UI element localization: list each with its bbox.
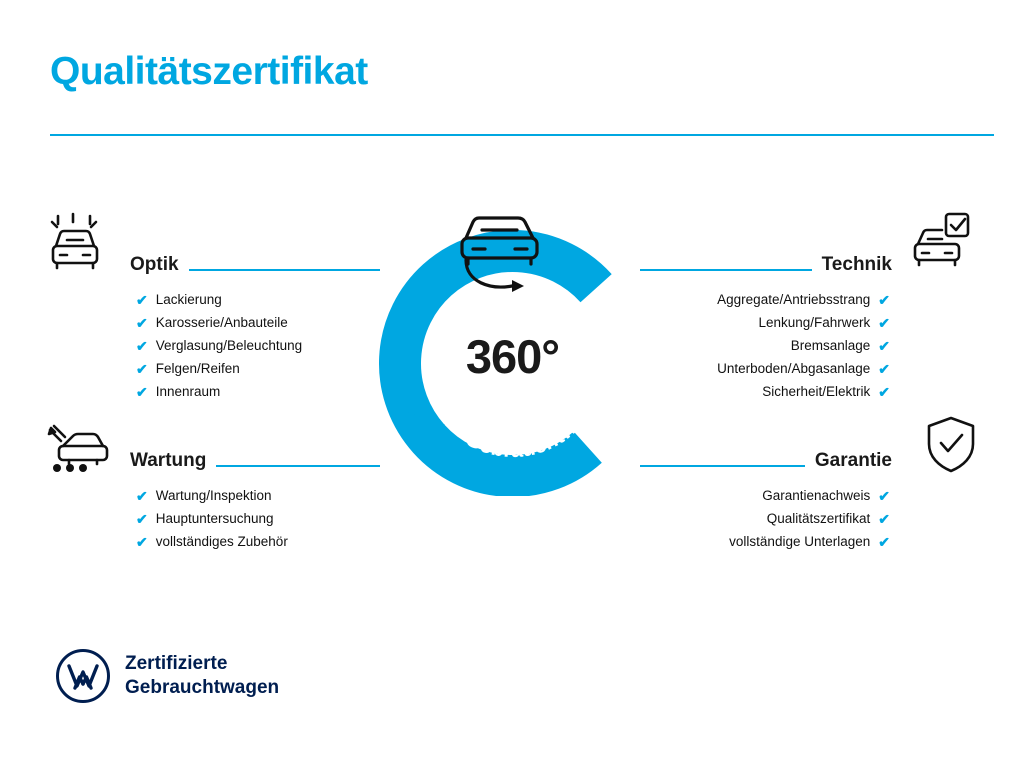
section-divider bbox=[640, 465, 805, 467]
vw-logo-icon bbox=[55, 648, 111, 704]
list-item-label: Verglasung/Beleuchtung bbox=[155, 338, 303, 353]
check-icon: ✔ bbox=[136, 337, 148, 354]
title-divider bbox=[50, 134, 994, 136]
section-header bbox=[640, 428, 892, 472]
list-item bbox=[640, 484, 892, 507]
section-divider bbox=[189, 269, 380, 271]
section-divider bbox=[216, 465, 380, 467]
page-title: Qualitätszertifikat bbox=[50, 50, 368, 93]
section-list-wartung bbox=[130, 484, 380, 553]
check-icon: ✔ bbox=[136, 360, 148, 377]
list-item-label: Hauptuntersuchung bbox=[155, 511, 274, 526]
check-icon: ✔ bbox=[878, 360, 890, 377]
check-icon: ✔ bbox=[878, 487, 890, 504]
list-item-label: Aggregate/Antriebsstrang bbox=[717, 292, 871, 307]
list-item bbox=[640, 311, 892, 334]
list-item-label: Karosserie/Anbauteile bbox=[155, 315, 288, 330]
list-item-label: Sicherheit/Elektrik bbox=[762, 384, 871, 399]
check-icon: ✔ bbox=[136, 487, 148, 504]
list-item-label: Wartung/Inspektion bbox=[155, 488, 272, 503]
section-title-wartung: Wartung bbox=[130, 450, 207, 471]
list-item-label: Lackierung bbox=[155, 292, 222, 307]
check-icon: ✔ bbox=[136, 510, 148, 527]
check-icon: ✔ bbox=[878, 510, 890, 527]
section-header bbox=[640, 232, 892, 276]
list-item bbox=[130, 380, 380, 403]
list-item bbox=[640, 334, 892, 357]
list-item bbox=[130, 357, 380, 380]
list-item-label: Unterboden/Abgasanlage bbox=[717, 361, 871, 376]
list-item-label: vollständiges Zubehör bbox=[155, 534, 288, 549]
center-badge bbox=[375, 196, 650, 496]
list-item-label: Bremsanlage bbox=[790, 338, 871, 353]
svg-text:Gebrauchtwagen-Check: Gebrauchtwagen-Check bbox=[461, 314, 610, 463]
car-lift-icon bbox=[45, 418, 115, 483]
list-item bbox=[130, 507, 380, 530]
section-list-optik bbox=[130, 288, 380, 403]
section-optik bbox=[130, 232, 380, 419]
footer-branding bbox=[55, 648, 279, 704]
section-title-garantie: Garantie bbox=[814, 450, 892, 471]
list-item bbox=[130, 530, 380, 553]
list-item bbox=[130, 334, 380, 357]
shield-check-icon bbox=[925, 415, 977, 480]
section-list-garantie bbox=[640, 484, 892, 553]
logo-text bbox=[125, 652, 279, 700]
list-item-label: Garantienachweis bbox=[762, 488, 871, 503]
check-icon: ✔ bbox=[136, 533, 148, 550]
list-item bbox=[130, 288, 380, 311]
list-item bbox=[130, 484, 380, 507]
list-item bbox=[640, 288, 892, 311]
section-garantie bbox=[640, 428, 892, 569]
check-icon: ✔ bbox=[136, 383, 148, 400]
section-technik bbox=[640, 232, 892, 419]
check-icon: ✔ bbox=[878, 314, 890, 331]
section-title-technik: Technik bbox=[821, 254, 892, 275]
section-header bbox=[130, 232, 380, 276]
car-check-icon bbox=[912, 212, 976, 277]
car-front-sparkle-icon bbox=[48, 212, 114, 279]
logo-line-1: Zertifizierte bbox=[125, 653, 228, 674]
section-list-technik bbox=[640, 288, 892, 403]
check-icon: ✔ bbox=[136, 314, 148, 331]
list-item-label: Qualitätszertifikat bbox=[766, 511, 871, 526]
list-item bbox=[640, 357, 892, 380]
list-item-label: vollständige Unterlagen bbox=[729, 534, 871, 549]
section-header bbox=[130, 428, 380, 472]
section-wartung bbox=[130, 428, 380, 569]
badge-value: 360° bbox=[465, 330, 560, 383]
list-item bbox=[130, 311, 380, 334]
list-item-label: Felgen/Reifen bbox=[155, 361, 240, 376]
logo-line-2: Gebrauchtwagen bbox=[125, 677, 280, 698]
check-icon: ✔ bbox=[878, 533, 890, 550]
section-title-optik: Optik bbox=[130, 254, 179, 275]
list-item-label: Innenraum bbox=[155, 384, 221, 399]
list-item-label: Lenkung/Fahrwerk bbox=[758, 315, 871, 330]
check-icon: ✔ bbox=[136, 291, 148, 308]
list-item bbox=[640, 530, 892, 553]
list-item bbox=[640, 380, 892, 403]
section-divider bbox=[640, 269, 812, 271]
check-icon: ✔ bbox=[878, 337, 890, 354]
check-icon: ✔ bbox=[878, 383, 890, 400]
check-icon: ✔ bbox=[878, 291, 890, 308]
list-item bbox=[640, 507, 892, 530]
